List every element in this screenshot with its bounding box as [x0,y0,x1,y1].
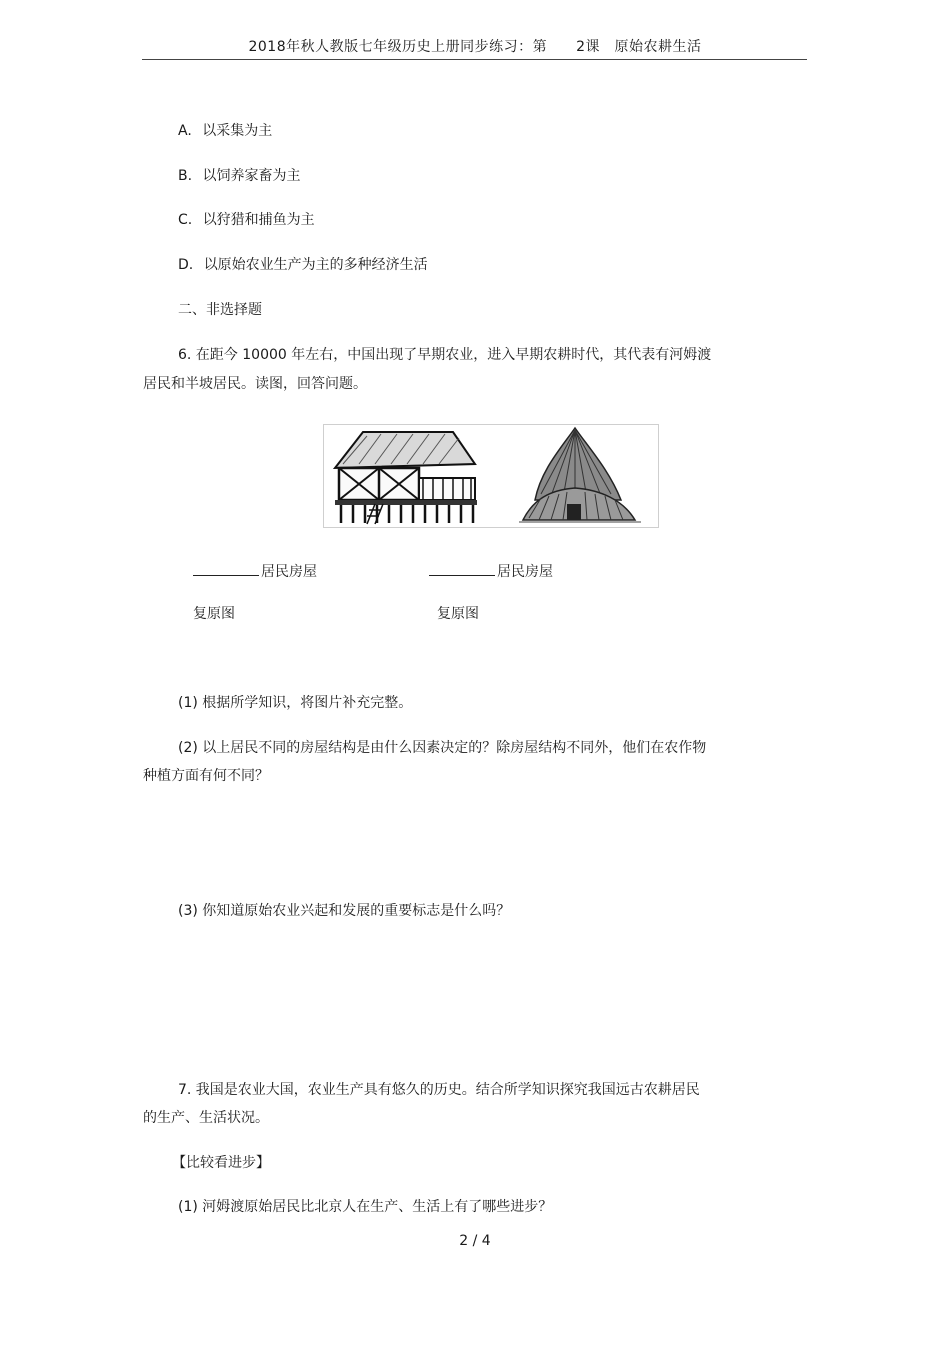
page-header-title: 2018年秋人教版七年级历史上册同步练习：第 2课 原始农耕生活 [248,39,702,55]
q7-bracket-heading: 【比较看进步】 [172,1155,270,1171]
q6-text-line1: 6. 在距今 10000 年左右，中国出现了早期农业，进入早期农耕时代，其代表有河姆渡 [178,347,712,363]
caption-right-sub: 复原图 [437,606,479,622]
caption-left-label: 居民房屋 [261,564,317,580]
q6-sub2-line1: (2) 以上居民不同的房屋结构是由什么因素决定的？除房屋结构不同外，他们在农作物 [178,740,707,756]
option-c-letter: C. [178,212,193,228]
answer-blank-right[interactable] [429,561,495,576]
section-heading: 二、非选择题 [178,302,262,318]
page-number: 2 / 4 [459,1233,491,1249]
option-c-text: 以狩猎和捕鱼为主 [202,212,315,228]
house-reconstruction-illustration [323,424,659,528]
answer-blank-left[interactable] [193,561,259,576]
q7-sub1: (1) 河姆渡原始居民比北京人在生产、生活上有了哪些进步？ [178,1199,553,1215]
q6-sub2-line2: 种植方面有何不同？ [143,768,269,784]
caption-left-sub: 复原图 [193,606,235,622]
option-c [178,211,315,229]
option-b-text: 以饲养家畜为主 [202,168,301,184]
q7-text-line2: 的生产、生活状况。 [143,1110,269,1126]
caption-right-label: 居民房屋 [497,564,553,580]
q6-text-line2: 居民和半坡居民。读图，回答问题。 [143,376,367,392]
option-b [178,167,301,185]
header-rule [142,59,807,60]
option-d-letter: D. [178,257,194,273]
option-b-letter: B. [178,168,193,184]
q6-sub1: (1) 根据所学知识，将图片补充完整。 [178,695,413,711]
caption-left [193,561,317,581]
option-a [178,122,272,140]
caption-right [429,561,553,581]
q6-sub3: (3) 你知道原始农业兴起和发展的重要标志是什么吗？ [178,903,511,919]
option-d-text: 以原始农业生产为主的多种经济生活 [203,257,428,273]
option-a-letter: A. [178,123,192,139]
option-d [178,256,428,274]
q7-text-line1: 7. 我国是农业大国，农业生产具有悠久的历史。结合所学知识探究我国远古农耕居民 [178,1082,700,1098]
option-a-text: 以采集为主 [202,123,273,139]
